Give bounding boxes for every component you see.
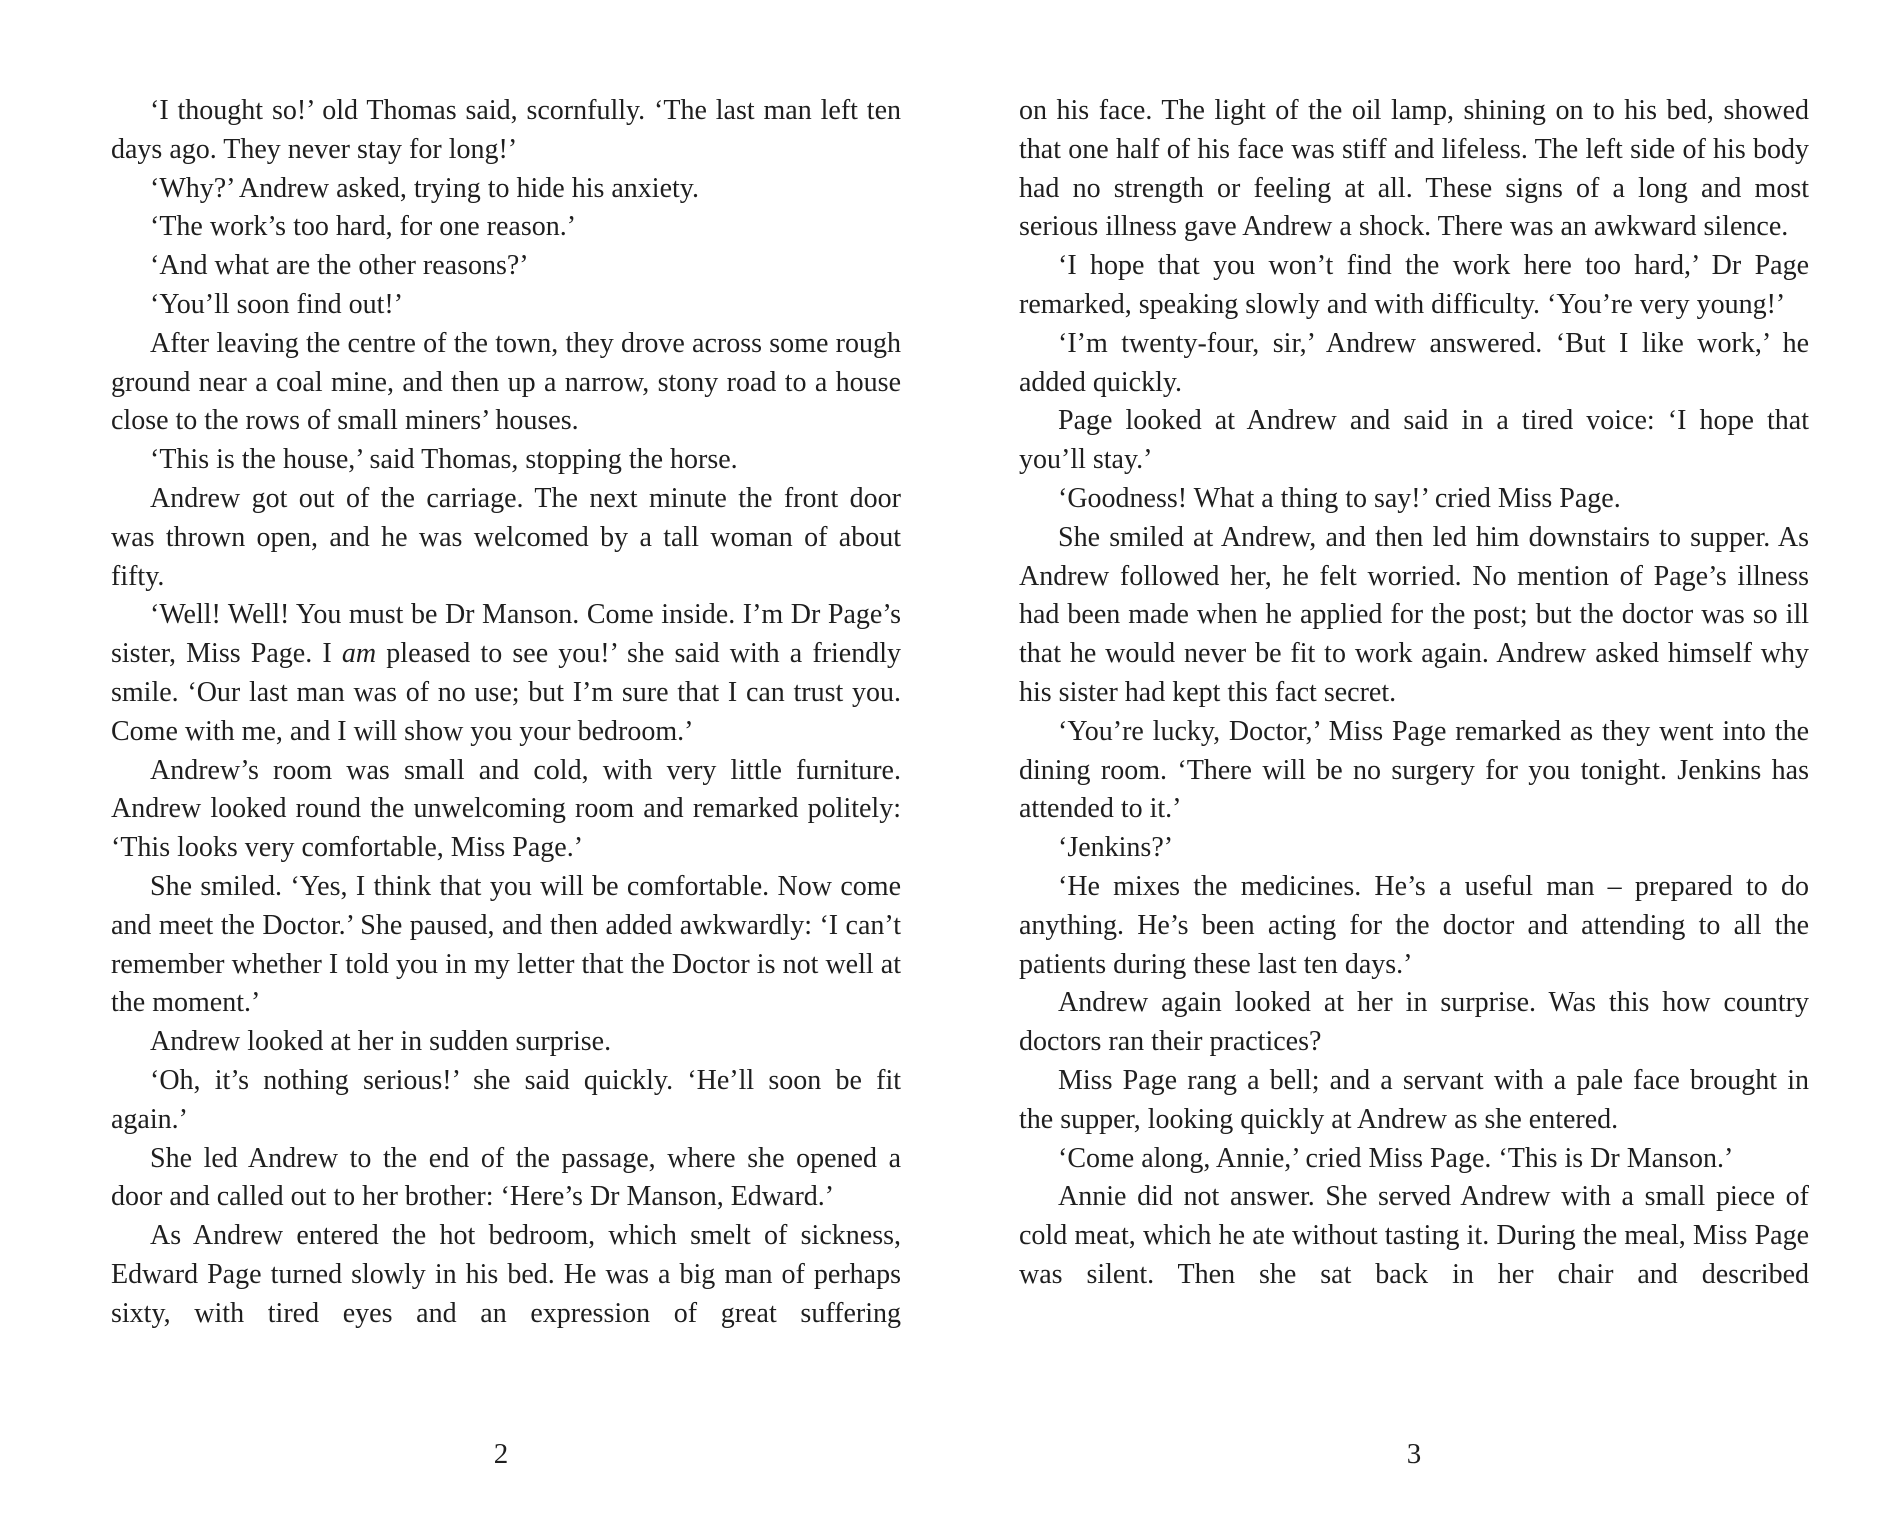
right-page: [1019, 92, 1809, 1295]
paragraph-text: pleased to see you!’ she said with a friendly smile. ‘Our last man was of no use; but I’m sure that I can trust you. Come with me, and I will show you your bedroom.’: [111, 638, 901, 747]
paragraph: ‘The work’s too hard, for one reason.’: [150, 211, 577, 243]
paragraph: ‘I’m twenty-four, sir,’ Andrew answered. ‘But I like work,’ he added quickly.: [1019, 327, 1809, 398]
paragraph: Andrew got out of the carriage. The next minute the front door was thrown open, and he was welcomed by a tall woman of about fifty.: [111, 482, 901, 592]
paragraph-text: ‘Well! Well! You must be Dr Manson. Come inside. I’m Dr Page’s sister, Miss Page. I: [111, 599, 901, 670]
paragraph-continued: on his face. The light of the oil lamp, shining on to his bed, showed that one half of his face was stiff and lifeless. The left side of his body had no strength or feeling at all. These signs of a long and most serious illness gave Andrew a shock. There was an awkward silence.: [1019, 95, 1809, 243]
paragraph: ‘Come along, Annie,’ cried Miss Page. ‘This is Dr Manson.’: [1058, 1142, 1734, 1174]
paragraph: Annie did not answer. She served Andrew with a small piece of cold meat, which he ate without tasting it. During the meal, Miss Page was silent. Then she sat back in her chair and described: [1019, 1181, 1809, 1290]
paragraph: ‘Goodness! What a thing to say!’ cried Miss Page.: [1058, 482, 1621, 514]
paragraph: She smiled. ‘Yes, I think that you will be comfortable. Now come and meet the Doctor.’ She paused, and then added awkwardly: ‘I can’t remember whether I told you in my letter that the Doctor is not well at the moment.’: [111, 870, 901, 1019]
paragraph: ‘I hope that you won’t find the work here too hard,’ Dr Page remarked, speaking slowly and with difficulty. ‘You’re very young!’: [1019, 250, 1809, 320]
right-page-text: [1019, 92, 1809, 1295]
paragraph: After leaving the centre of the town, they drove across some rough ground near a coal mine, and then up a narrow, stony road to a house close to the rows of small miners’ houses.: [111, 327, 901, 437]
paragraph: ‘You’re lucky, Doctor,’ Miss Page remarked as they went into the dining room. ‘There will be no surgery for you tonight. Jenkins has attended to it.’: [1019, 715, 1809, 825]
paragraph: ‘Oh, it’s nothing serious!’ she said quickly. ‘He’ll soon be fit again.’: [111, 1064, 901, 1135]
left-page-text: [111, 92, 901, 1334]
page-number-right: 3: [1406, 1438, 1422, 1470]
paragraph: ‘Why?’ Andrew asked, trying to hide his anxiety.: [150, 172, 699, 204]
paragraph: Andrew’s room was small and cold, with very little furniture. Andrew looked round the unwelcoming room and remarked politely: ‘This looks very comfortable, Miss Page.’: [111, 754, 901, 864]
paragraph: ‘I thought so!’ old Thomas said, scornfully. ‘The last man left ten days ago. They never stay for long!’: [111, 95, 901, 165]
paragraph: [111, 596, 901, 751]
paragraph: ‘Jenkins?’: [1058, 832, 1174, 864]
paragraph: Andrew looked at her in sudden surprise.: [150, 1026, 612, 1058]
paragraph: ‘This is the house,’ said Thomas, stopping the horse.: [150, 444, 738, 476]
paragraph: ‘You’ll soon find out!’: [150, 288, 404, 320]
paragraph: ‘He mixes the medicines. He’s a useful man – prepared to do anything. He’s been acting for the doctor and attending to all the patients during these last ten days.’: [1019, 870, 1809, 980]
paragraph: As Andrew entered the hot bedroom, which smelt of sickness, Edward Page turned slowly in his bed. He was a big man of perhaps sixty, with tired eyes and an expression of great suffering: [111, 1220, 901, 1329]
paragraph: ‘And what are the other reasons?’: [150, 250, 529, 282]
paragraph: Miss Page rang a bell; and a servant with a pale face brought in the supper, looking quickly at Andrew as she entered.: [1019, 1064, 1809, 1135]
paragraph: Page looked at Andrew and said in a tired voice: ‘I hope that you’ll stay.’: [1019, 405, 1809, 476]
page-number-left: 2: [493, 1438, 509, 1470]
paragraph: She smiled at Andrew, and then led him downstairs to supper. As Andrew followed her, he felt worried. No mention of Page’s illness had been made when he applied for the post; but the doctor was so ill that he would never be fit to work again. Andrew asked himself why his sister had kept this fact secret.: [1019, 521, 1809, 708]
left-page: [111, 92, 901, 1334]
paragraph: She led Andrew to the end of the passage, where she opened a door and called out to her brother: ‘Here’s Dr Manson, Edward.’: [111, 1142, 901, 1213]
paragraph: Andrew again looked at her in surprise. Was this how country doctors ran their practices?: [1019, 987, 1809, 1058]
emphasis-text: am: [341, 638, 377, 670]
